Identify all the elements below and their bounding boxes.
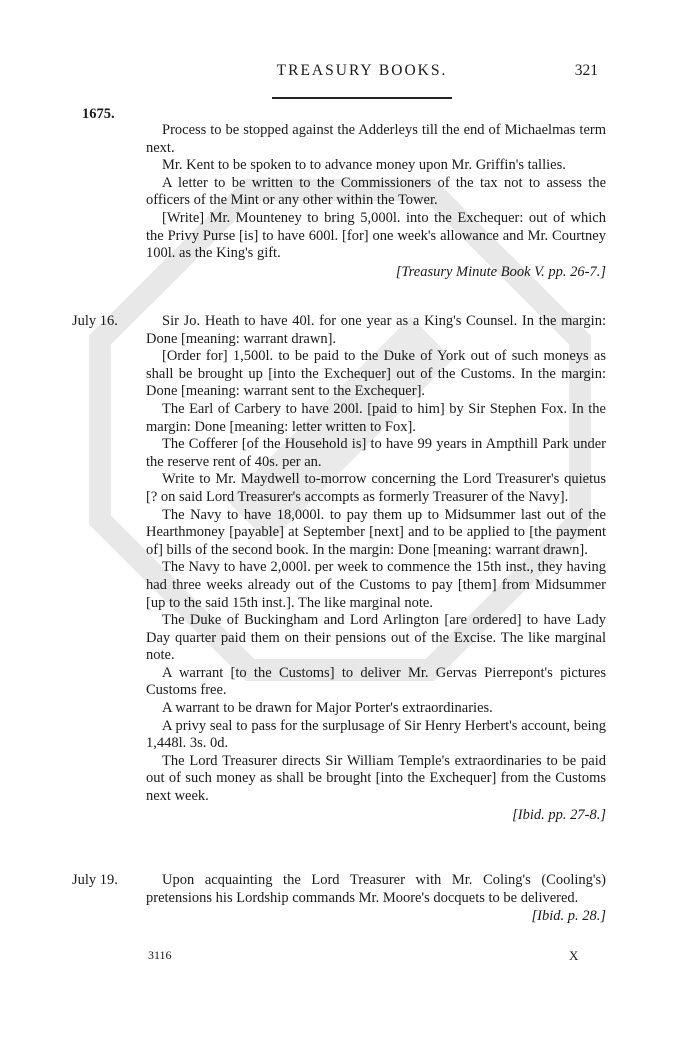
page-number: 321 <box>574 62 598 79</box>
source-reference: [Treasury Minute Book V. pp. 26-7.] <box>395 263 606 280</box>
paragraph: A warrant [to the Customs] to deliver Mr. Gervas Pierrepont's pictures Customs free. <box>146 664 606 699</box>
paragraph: A letter to be written to the Commissioners of the tax not to assess the officers of the Mint or any other within the Tower. <box>146 174 606 209</box>
paragraph: The Earl of Carbery to have 200l. [paid to him] by Sir Stephen Fox. In the margin: Done [meaning: letter written to Fox]. <box>146 400 606 435</box>
entry-body <box>146 122 606 281</box>
entry-date: July 19. <box>72 872 118 888</box>
paragraph: A warrant to be drawn for Major Porter's extraordinaries. <box>162 700 493 717</box>
paragraph: [Write] Mr. Mounteney to bring 5,000l. into the Exchequer: out of which the Privy Purse [is] to have 600l. [for] one week's allowance and Mr. Courtney 100l. as the King's gift. <box>146 209 606 262</box>
source-reference: [Ibid. p. 28.] <box>531 908 606 925</box>
entry-date: 1675. <box>82 106 115 122</box>
paragraph: [Order for] 1,500l. to be paid to the Duke of York out of such moneys as shall be brought up [into the Exchequer] out of the Customs. In the margin: Done [meaning: warrant sent to the Exchequer]. <box>146 348 606 400</box>
running-head <box>0 62 674 84</box>
paragraph: The Lord Treasurer directs Sir William Temple's extraordinaries to be paid out of such money as shall be brought [into the Exchequer] from the Customs next week. <box>146 752 606 805</box>
paragraph: Process to be stopped against the Adderleys till the end of Michaelmas term next. <box>146 122 606 156</box>
paragraph: A privy seal to pass for the surplusage of Sir Henry Herbert's account, being 1,448l. 3s. 0d. <box>146 717 606 752</box>
source-reference: [Ibid. pp. 27-8.] <box>512 806 606 823</box>
sheet-mark: X <box>569 948 579 963</box>
entry-date: July 16. <box>72 313 118 329</box>
paragraph: The Navy to have 2,000l. per week to commence the 15th inst., they having had three weeks already out of the Customs to pay [them] from Midsummer [up to the said 15th inst.]. The like marginal note. <box>146 559 606 611</box>
paragraph: Upon acquainting the Lord Treasurer with Mr. Coling's (Cooling's) pretensions his Lordship commands Mr. Moore's docquets to be delivered. <box>146 872 606 906</box>
header-rule <box>272 97 452 99</box>
running-title: TREASURY BOOKS. <box>276 62 448 79</box>
entry-body <box>146 313 606 824</box>
paragraph: Write to Mr. Maydwell to-morrow concerning the Lord Treasurer's quietus [? on said Lord Treasurer's accompts as formerly Treasurer of the Navy]. <box>146 471 606 505</box>
entry-body <box>146 872 606 926</box>
paragraph: The Cofferer [of the Household is] to have 99 years in Ampthill Park under the reserve rent of 40s. per an. <box>146 436 606 470</box>
paragraph: Sir Jo. Heath to have 40l. for one year as a King's Counsel. In the margin: Done [meaning: warrant drawn]. <box>146 313 606 347</box>
paragraph: The Duke of Buckingham and Lord Arlington [are ordered] to have Lady Day quarter paid them on their pensions out of the Excise. The like marginal note. <box>146 612 606 664</box>
printer-signature: 3116 <box>148 948 172 962</box>
paragraph: Mr. Kent to be spoken to to advance money upon Mr. Griffin's tallies. <box>162 157 566 174</box>
paragraph: The Navy to have 18,000l. to pay them up to Midsummer last out of the Hearthmoney [payable] at September [next] and to be applied to [the payment of] bills of the second book. In the margin: Done [meaning: warrant drawn]. <box>146 506 606 558</box>
